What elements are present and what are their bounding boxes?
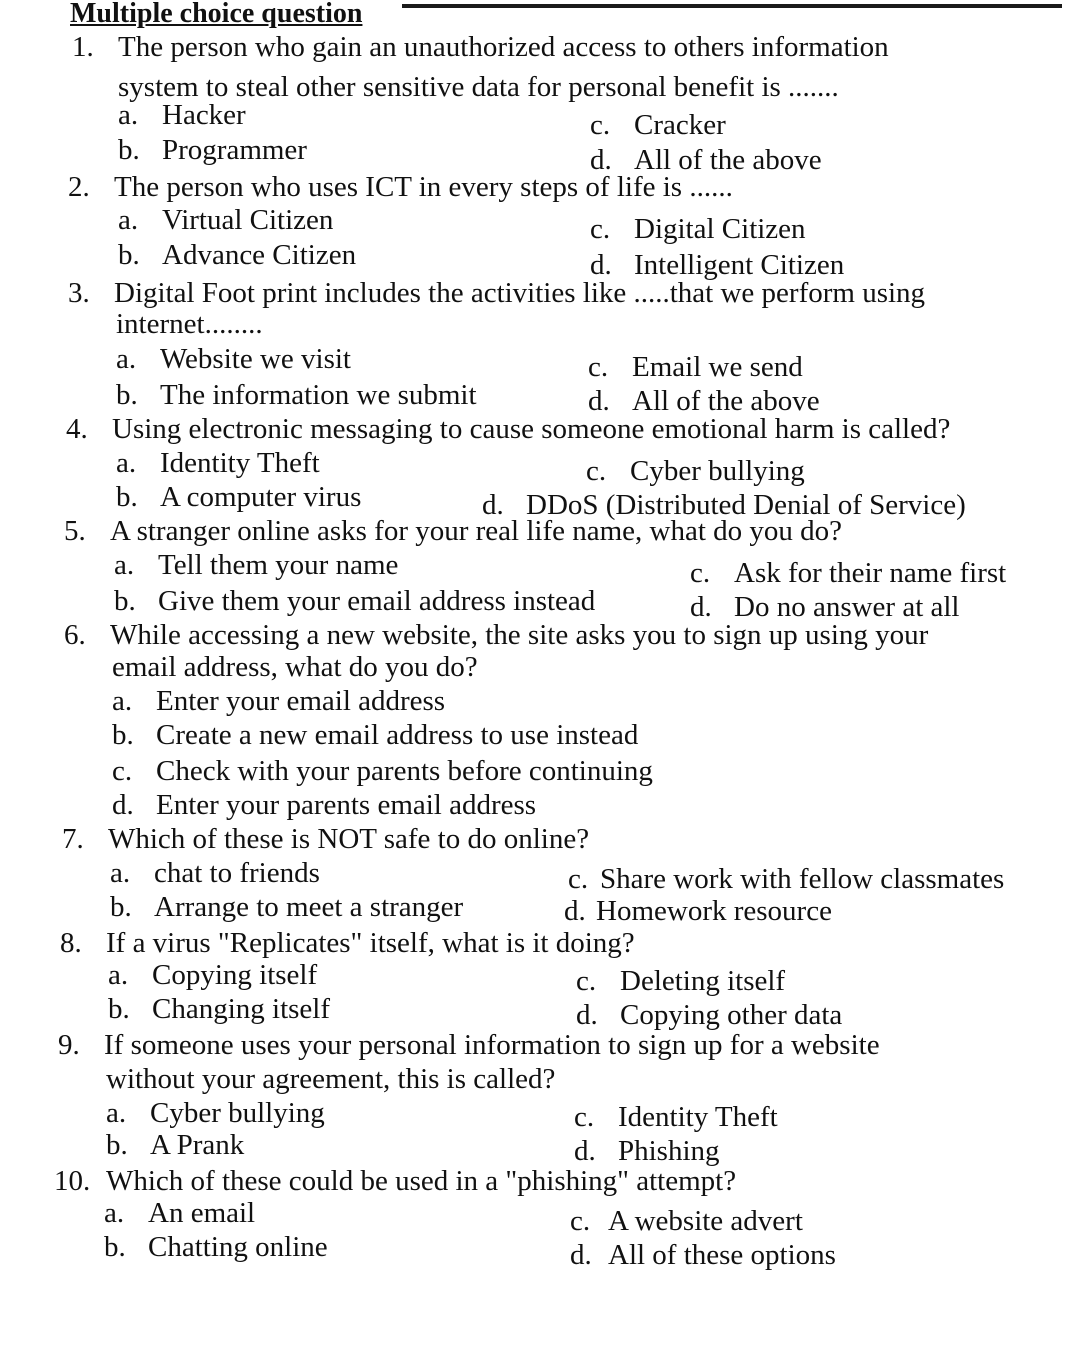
question-10 <box>54 1164 736 1198</box>
option-letter: b. <box>110 891 132 923</box>
option-letter: c. <box>576 965 597 997</box>
option-text: Ask for their name first <box>734 557 1007 589</box>
option-letter: c. <box>690 557 711 589</box>
option-a[interactable] <box>116 446 320 480</box>
option-letter: a. <box>116 343 137 375</box>
option-text: Copying other data <box>620 999 843 1031</box>
option-letter: c. <box>574 1101 595 1133</box>
question-5 <box>64 514 842 548</box>
question-number: 6. <box>64 619 86 651</box>
question-text: While accessing a new website, the site asks you to sign up using your <box>110 619 929 651</box>
option-text: Arrange to meet a stranger <box>154 891 464 923</box>
option-letter: c. <box>568 863 589 895</box>
option-letter: a. <box>116 447 137 479</box>
option-c[interactable] <box>590 212 806 246</box>
option-letter: b. <box>108 993 130 1025</box>
option-b[interactable] <box>114 584 595 618</box>
question-6 <box>64 618 928 652</box>
option-text: Identity Theft <box>618 1101 778 1133</box>
option-letter: a. <box>104 1197 125 1229</box>
question-number: 9. <box>58 1029 80 1061</box>
option-text: All of the above <box>634 144 822 176</box>
option-text: Intelligent Citizen <box>634 249 845 281</box>
option-letter: c. <box>570 1205 591 1237</box>
question-number: 3. <box>68 277 90 309</box>
question-number: 4. <box>66 413 88 445</box>
option-text: A website advert <box>608 1205 803 1237</box>
option-text: Homework resource <box>596 895 832 927</box>
option-b[interactable] <box>116 480 361 514</box>
option-d[interactable] <box>576 998 842 1032</box>
option-letter: d. <box>590 144 612 176</box>
option-text: Create a new email address to use instead <box>156 719 639 751</box>
question-text: The person who gain an unauthorized access to others information <box>118 31 889 63</box>
option-letter: d. <box>570 1239 592 1271</box>
option-text: Tell them your name <box>158 549 399 581</box>
option-c[interactable] <box>690 556 1006 590</box>
option-b[interactable] <box>112 718 638 752</box>
option-d[interactable] <box>564 894 832 928</box>
question-8 <box>60 926 635 960</box>
question-text: Which of these is NOT safe to do online? <box>108 823 590 855</box>
option-text: The information we submit <box>160 379 477 411</box>
option-letter: b. <box>114 585 136 617</box>
option-text: Digital Citizen <box>634 213 806 245</box>
option-text: Do no answer at all <box>734 591 960 623</box>
question-number: 8. <box>60 927 82 959</box>
option-text: Hacker <box>162 99 246 131</box>
question-text: If a virus "Replicates" itself, what is it doing? <box>106 927 635 959</box>
option-letter: b. <box>118 134 140 166</box>
option-letter: a. <box>118 204 139 236</box>
option-a[interactable] <box>116 342 351 376</box>
question-text: If someone uses your personal information to sign up for a website <box>104 1029 880 1061</box>
option-b[interactable] <box>108 992 330 1026</box>
option-letter: c. <box>590 109 611 141</box>
option-letter: d. <box>588 385 610 417</box>
option-text: A Prank <box>150 1129 245 1161</box>
option-letter: c. <box>590 213 611 245</box>
question-number: 2. <box>68 171 90 203</box>
option-text: Cyber bullying <box>630 455 805 487</box>
option-letter: d. <box>112 789 134 821</box>
option-letter: d. <box>576 999 598 1031</box>
option-b[interactable] <box>106 1128 244 1162</box>
option-b[interactable] <box>104 1230 328 1264</box>
option-b[interactable] <box>116 378 477 412</box>
option-b[interactable] <box>118 238 356 272</box>
option-a[interactable] <box>112 684 445 718</box>
option-text: Chatting online <box>148 1231 328 1263</box>
option-text: Check with your parents before continuing <box>156 755 653 787</box>
option-text: Programmer <box>162 134 307 166</box>
page-title: Multiple choice question <box>70 0 363 29</box>
option-a[interactable] <box>110 856 320 890</box>
option-a[interactable] <box>118 203 333 237</box>
option-letter: a. <box>112 685 133 717</box>
option-text: Identity Theft <box>160 447 320 479</box>
question-text: A stranger online asks for your real life name, what do you do? <box>110 515 843 547</box>
option-text: Phishing <box>618 1135 720 1167</box>
question-number: 5. <box>64 515 86 547</box>
option-letter: a. <box>106 1097 127 1129</box>
question-4 <box>66 412 950 446</box>
option-c[interactable] <box>112 754 653 788</box>
option-text: Changing itself <box>152 993 331 1025</box>
question-text-cont: without your agreement, this is called? <box>106 1063 556 1095</box>
option-text: Cracker <box>634 109 726 141</box>
option-a[interactable] <box>114 548 398 582</box>
question-text: The person who uses ICT in every steps of life is ...... <box>114 171 733 203</box>
question-7 <box>62 822 589 856</box>
option-c[interactable] <box>570 1204 803 1238</box>
question-text: Using electronic messaging to cause someone emotional harm is called? <box>112 413 951 445</box>
option-b[interactable] <box>118 133 307 167</box>
question-number: 10. <box>54 1165 91 1197</box>
option-text: Copying itself <box>152 959 318 991</box>
option-letter: d. <box>574 1135 596 1167</box>
option-text: Enter your parents email address <box>156 789 537 821</box>
option-text: Website we visit <box>160 343 351 375</box>
option-text: Share work with fellow classmates <box>600 863 1005 895</box>
option-letter: a. <box>118 99 139 131</box>
question-text-cont: email address, what do you do? <box>112 651 478 683</box>
option-c[interactable] <box>576 964 785 998</box>
option-c[interactable] <box>586 454 805 488</box>
option-text: chat to friends <box>154 857 320 889</box>
option-text: Advance Citizen <box>162 239 357 271</box>
option-text: Virtual Citizen <box>162 204 334 236</box>
option-letter: b. <box>118 239 140 271</box>
option-letter: c. <box>588 351 609 383</box>
question-1 <box>72 30 889 64</box>
question-3 <box>68 276 925 310</box>
question-number: 7. <box>62 823 84 855</box>
option-b[interactable] <box>110 890 463 924</box>
option-a[interactable] <box>108 958 317 992</box>
option-letter: b. <box>106 1129 128 1161</box>
option-text: Email we send <box>632 351 803 383</box>
option-c[interactable] <box>568 862 1004 896</box>
option-c[interactable] <box>590 108 726 142</box>
option-text: Enter your email address <box>156 685 446 717</box>
option-text: An email <box>148 1197 256 1229</box>
option-letter: b. <box>116 379 138 411</box>
option-d[interactable] <box>574 1134 720 1168</box>
option-letter: d. <box>690 591 712 623</box>
option-text: Give them your email address instead <box>158 585 596 617</box>
option-letter: d. <box>482 489 504 521</box>
question-2 <box>68 170 733 204</box>
option-letter: b. <box>116 481 138 513</box>
question-text: Which of these could be used in a "phishing" attempt? <box>106 1165 737 1197</box>
option-c[interactable] <box>574 1100 778 1134</box>
option-text: All of these options <box>608 1239 836 1271</box>
question-text-cont: system to steal other sensitive data for personal benefit is ....... <box>118 71 839 103</box>
option-d[interactable] <box>570 1238 836 1272</box>
option-a[interactable] <box>106 1096 325 1130</box>
question-9 <box>58 1028 880 1062</box>
option-letter: a. <box>110 857 131 889</box>
option-a[interactable] <box>118 98 246 132</box>
option-text: DDoS (Distributed Denial of Service) <box>526 489 966 521</box>
option-letter: a. <box>114 549 135 581</box>
option-letter: b. <box>112 719 134 751</box>
top-rule <box>402 4 1062 8</box>
option-text: Deleting itself <box>620 965 786 997</box>
option-letter: c. <box>586 455 607 487</box>
question-text-cont: internet........ <box>116 308 263 340</box>
option-letter: b. <box>104 1231 126 1263</box>
option-a[interactable] <box>104 1196 255 1230</box>
option-letter: d. <box>590 249 612 281</box>
question-text: Digital Foot print includes the activities like .....that we perform using <box>114 277 926 309</box>
option-letter: c. <box>112 755 133 787</box>
option-letter: a. <box>108 959 129 991</box>
option-text: A computer virus <box>160 481 362 513</box>
option-d[interactable] <box>112 788 536 822</box>
question-number: 1. <box>72 31 94 63</box>
option-c[interactable] <box>588 350 803 384</box>
option-letter: d. <box>564 895 586 927</box>
option-text: Cyber bullying <box>150 1097 325 1129</box>
option-text: All of the above <box>632 385 820 417</box>
